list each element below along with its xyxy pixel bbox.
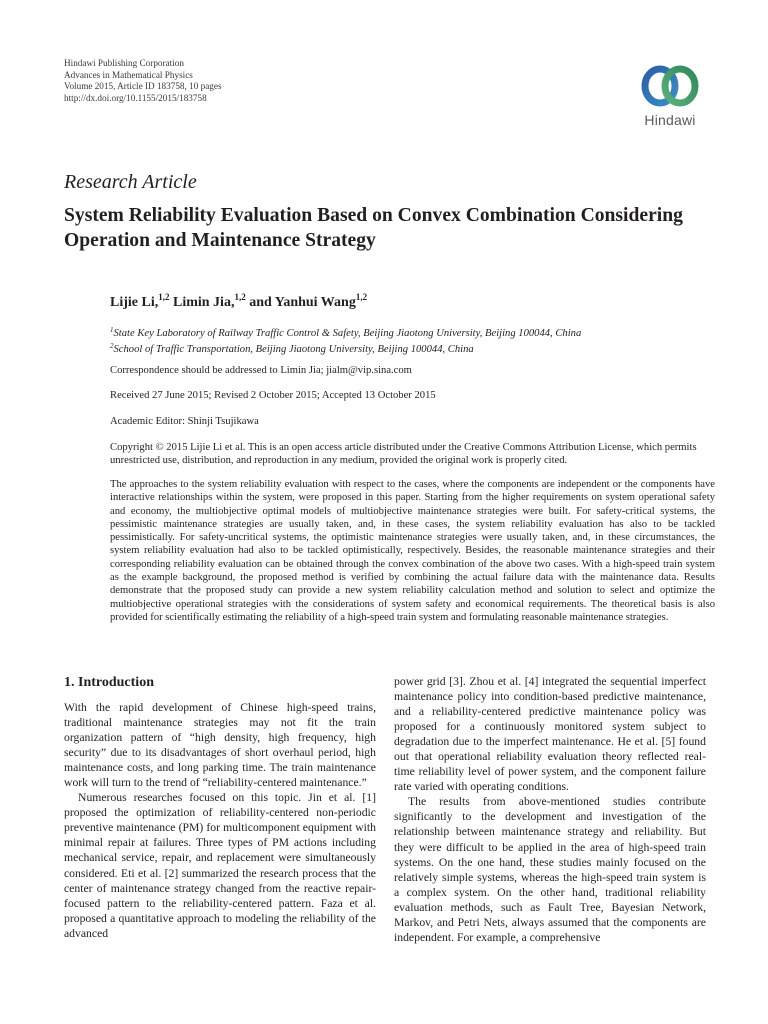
hindawi-logo-icon [639,62,701,110]
abstract: The approaches to the system reliability evaluation with respect to the cases, where the components are independent or the components have interactive relationships within the system, were proposed in this paper. Starting from the higher requirements on system operational safety and economy, the multiobjective optimal models of multiobjective maintenance strategies were built. For safety-critical systems, the pessimistic maintenance strategies are usually taken, and, in these cases, the system reliability evaluation has also to be tackled pessimistically. For safety-uncritical systems, the optimistic maintenance strategies were usually taken, and, in these circumstances, the system reliability evaluation had also to be tackled optimistically, respectively. Besides, the reasonable maintenance strategies and their corresponding reliability evaluation can be obtained through the convex combination of the above two cases. With a high-speed train system as the example background, the proposed method is verified by combining the actual failure data with the maintenance data. Results demonstrate that the proposed study can provide a new system reliability calculation method and solution to select and optimize the multiobjective operational strategies with the considerations of system safety and economical requirements. The theoretical basis is also provided for scientifically estimating the reliability of a high-speed train system and formulating reasonable maintenance strategies. [110,479,715,623]
left-column [64,700,376,941]
doi-link[interactable]: http://dx.doi.org/10.1155/2015/183758 [64,92,207,103]
author-name: and Yanhui Wang [249,295,356,310]
paragraph: Numerous researches focused on this topic. Jin et al. [1] proposed the optimization of reliability-centered non-periodic preventive maintenance (PM) for multicomponent equipment with minimal repair at failures. Three types of PM actions including mechanical service, repair, and replacement were simultaneously considered. Eti et al. [2] summarized the research process that the center of maintenance strategy changed from the reactive repair-focused pattern to the reliability-centered pattern. Faza et al. proposed a quantitative approach to modeling the reliability of the advanced [64,791,376,940]
paragraph: power grid [3]. Zhou et al. [4] integrated the sequential imperfect maintenance policy into condition-based predictive maintenance, and a reliability-centered predictive maintenance policy was proposed for a continuously monitored system subject to degradation due to the imperfect maintenance. He et al. [5] found out that operational reliability evaluation theory reflected real-time reliability level of power system, and the component failure rate varied with operating conditions. [394,675,706,794]
academic-editor: Academic Editor: Shinji Tsujikawa [110,416,259,427]
article-type: Research Article [64,171,197,193]
author-list [110,292,367,311]
copyright-notice: Copyright © 2015 Lijie Li et al. This is an open access article distributed under the Creative Commons Attribution License, which permits unrestricted use, distribution, and reproduction in any medium, provided the original work is properly cited. [110,442,697,467]
author-affiliation-mark: 1,2 [355,292,368,302]
publisher: Hindawi Publishing Corporation [64,58,184,68]
paragraph: With the rapid development of Chinese high-speed trains, traditional maintenance strategies may not fit the train organization pattern of “high density, high frequency, high security” due to its disadvantages of short overhaul period, high maintenance costs, and long parking time. The train maintenance work will turn to the trend of “reliability-centered maintenance.” [64,701,376,790]
affiliation: $^2$School of Traffic Transportation, Beijing Jiaotong University, Beijing 100044, China [110,342,474,356]
author-affiliation-mark: 1,2 [234,292,246,302]
affiliations [110,324,715,357]
article-title: System Reliability Evaluation Based on Convex Combination Considering Operation and Maintenance Strategy [64,205,683,251]
affiliation: $^1$State Key Laboratory of Railway Traffic Control & Safety, Beijing Jiaotong University, Beijing 100044, China [110,326,582,339]
paragraph: The results from above-mentioned studies contribute significantly to the development and investigation of the relationship between maintenance strategy and reliability. But they were difficult to be applied in the area of high-speed train systems. On the one hand, these studies mainly focused on the relatively simple systems, whereas the high-speed train system is a complex system. On the other hand, traditional reliability evaluation methods, such as Fault Tree, Bayesian Network, Markov, and Petri Nets, always assumed that the components are independent. For example, a comprehensive [394,795,706,944]
section-heading: 1. Introduction [64,675,154,690]
journal-name: Advances in Mathematical Physics [64,69,193,80]
received-dates: Received 27 June 2015; Revised 2 October 2015; Accepted 13 October 2015 [110,390,436,401]
hindawi-logo[interactable] [634,62,706,132]
journal-info [64,58,222,104]
author-name: Limin Jia, [172,295,235,310]
correspondence: Correspondence should be addressed to Limin Jia; jialm@vip.sina.com [110,365,412,376]
volume-line: Volume 2015, Article ID 183758, 10 pages [64,81,222,92]
author-name: Lijie Li, [110,295,159,310]
author-affiliation-mark: 1,2 [158,292,170,302]
right-column [394,674,706,945]
logo-text: Hindawi [644,112,696,128]
